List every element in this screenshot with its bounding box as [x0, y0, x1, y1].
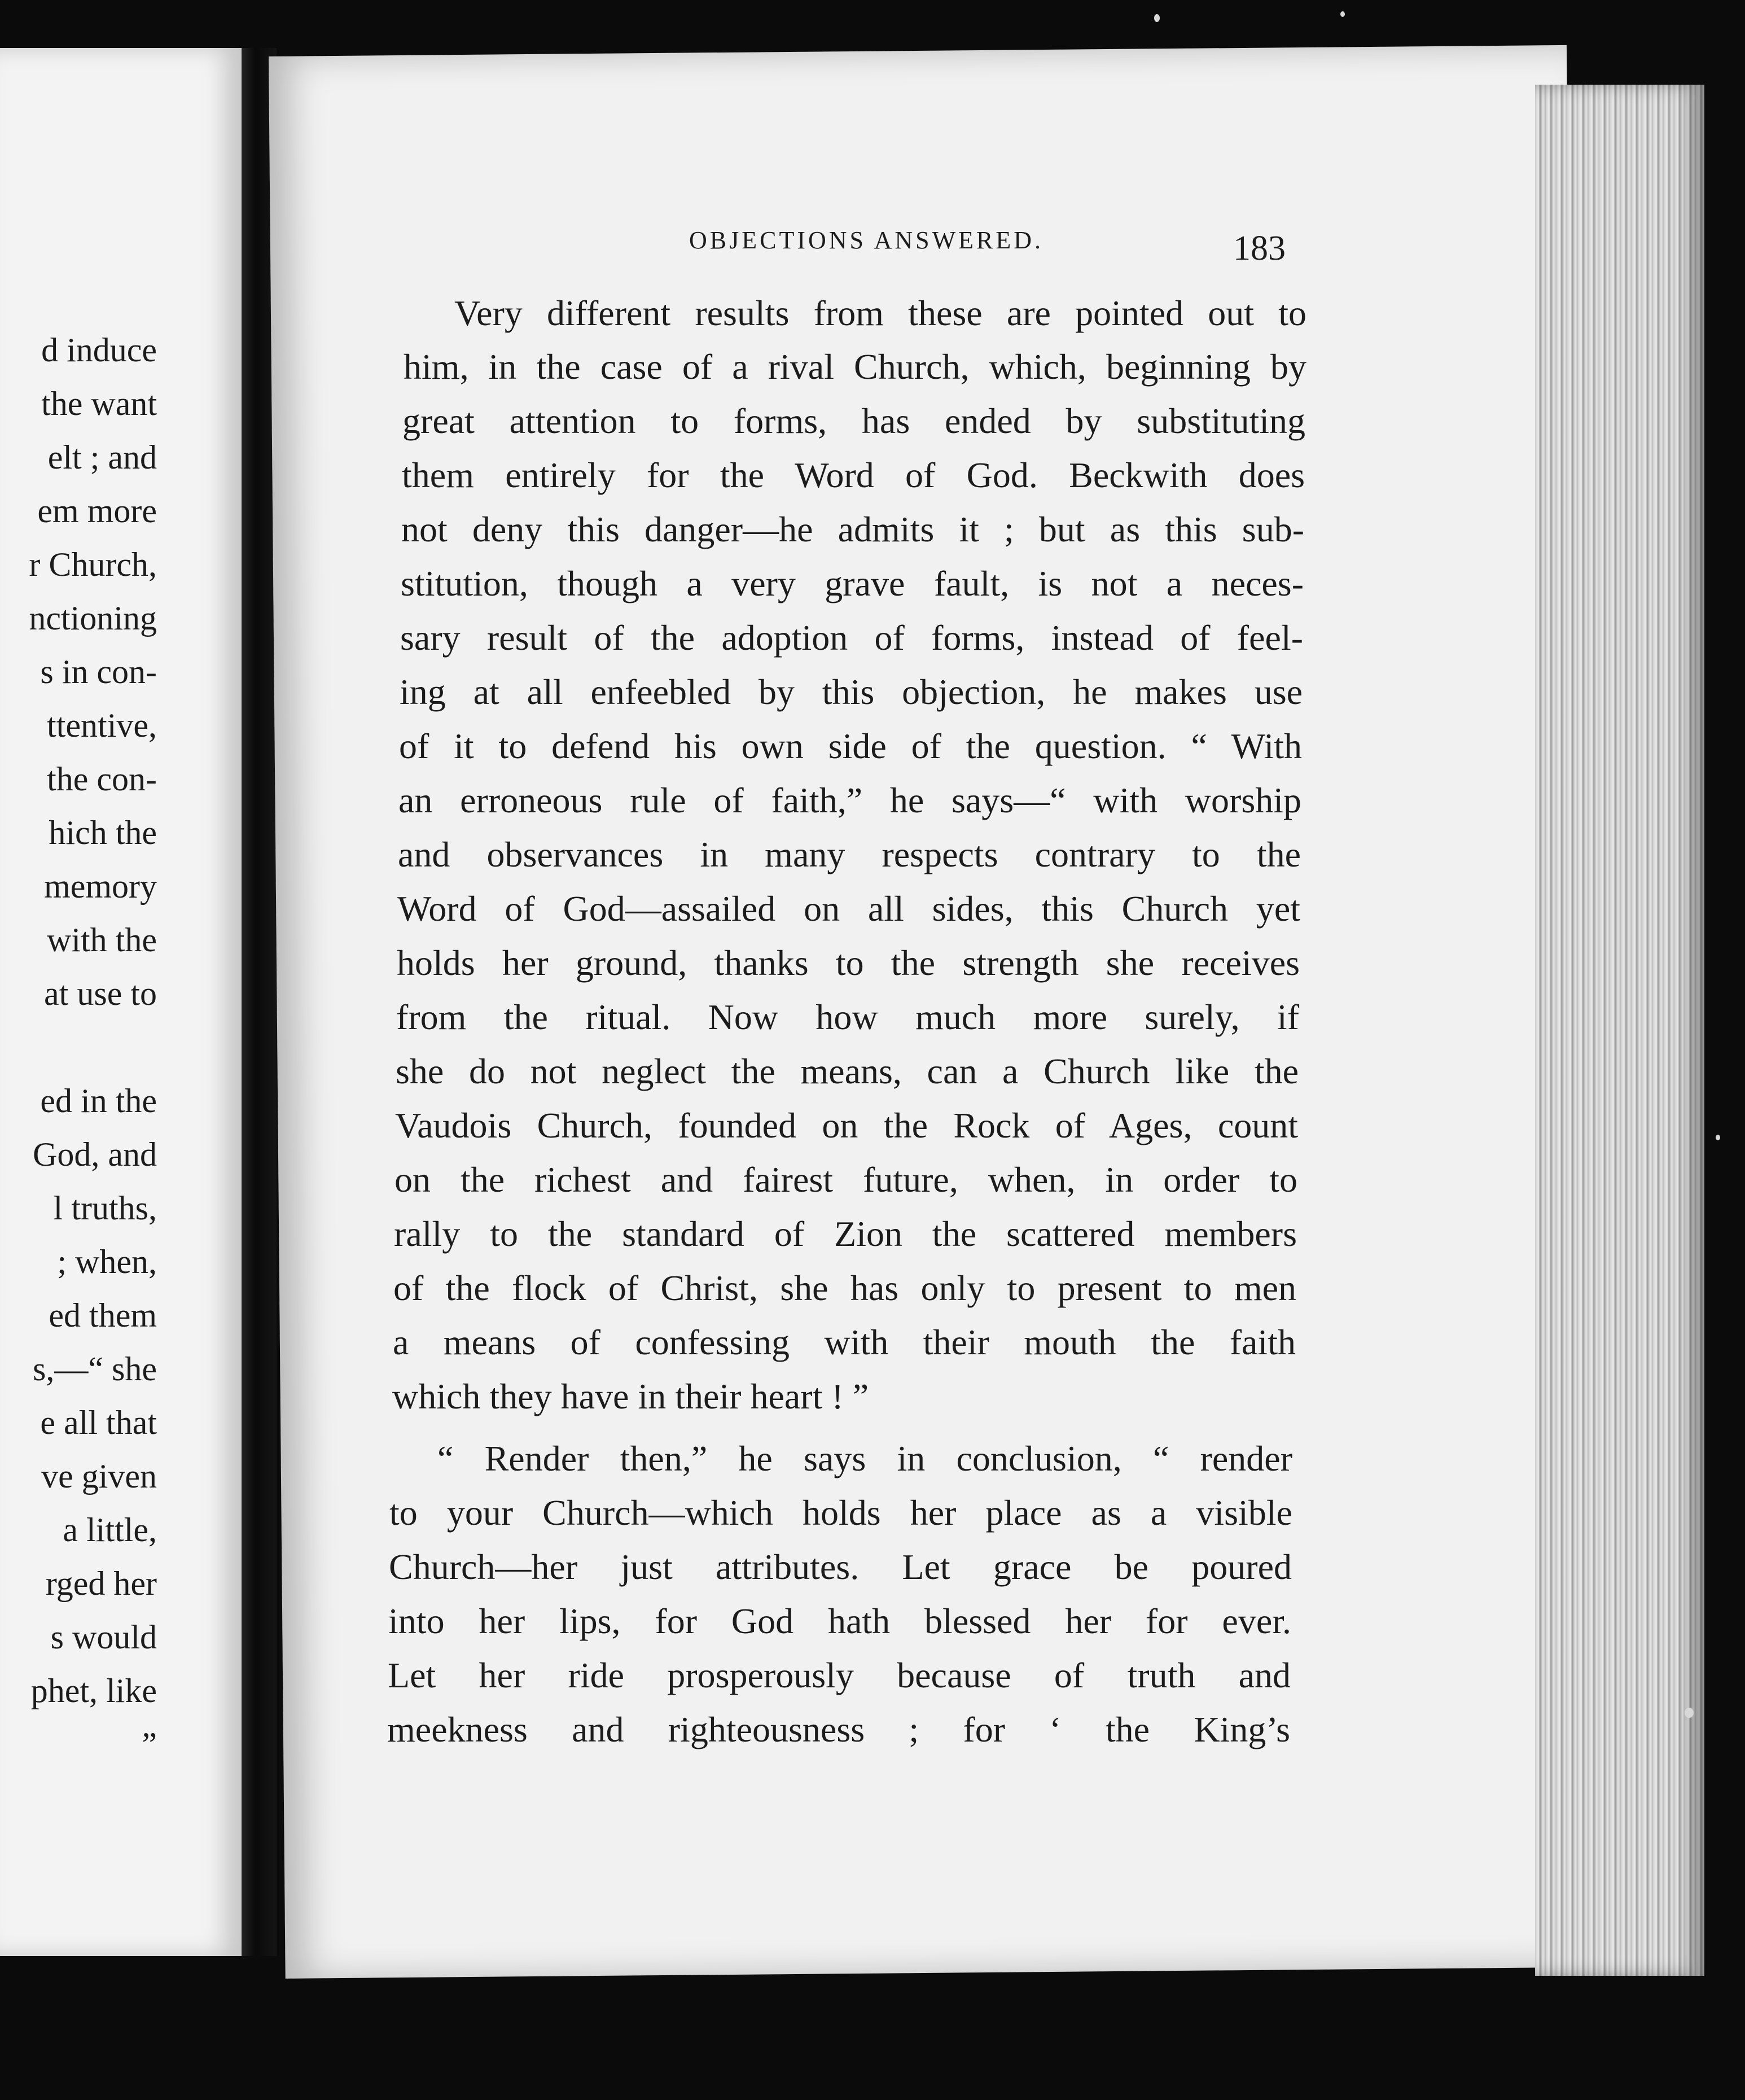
text-line: from the ritual. Now how much more surely, if — [396, 997, 1299, 1037]
text-line: Word of God—assailed on all sides, this Church yet — [397, 889, 1300, 929]
text-line: meekness and righteousness ; for ‘ the King’s — [387, 1709, 1290, 1749]
left-line: s,—“ she — [33, 1350, 157, 1388]
left-line: rged her — [45, 1565, 157, 1602]
left-line: l truths, — [53, 1189, 157, 1227]
text-line: to your Church—which holds her place as a visible — [389, 1493, 1292, 1533]
text-line: him, in the case of a rival Church, which, beginning by — [404, 347, 1306, 387]
left-line: hich the — [49, 814, 157, 851]
text-line: she do not neglect the means, can a Church like the — [396, 1051, 1299, 1091]
left-line: e all that — [40, 1404, 157, 1441]
text-line: “ Render then,” he says in conclusion, “ render — [437, 1438, 1292, 1478]
text-line: on the richest and fairest future, when, in order to — [394, 1160, 1297, 1200]
left-line: nctioning — [29, 600, 157, 637]
text-line: which they have in their heart ! ” — [392, 1376, 869, 1416]
text-line: and observances in many respects contrary to the — [398, 834, 1301, 874]
dust-speck — [1340, 11, 1345, 17]
left-line: r Church, — [29, 546, 157, 583]
left-line: s in con- — [40, 653, 157, 690]
left-line: s would — [50, 1618, 157, 1656]
left-line: the con- — [47, 760, 157, 798]
text-line: not deny this danger—he admits it ; but as this sub- — [401, 509, 1304, 549]
running-head: OBJECTIONS ANSWERED. — [689, 226, 1044, 254]
left-line: em more — [37, 492, 157, 530]
text-line: of the flock of Christ, she has only to present to men — [393, 1268, 1296, 1308]
left-line: ed in the — [40, 1082, 157, 1119]
dust-speck — [1716, 1135, 1720, 1140]
left-line: ; when, — [57, 1243, 157, 1280]
left-line: ve given — [41, 1458, 157, 1495]
left-line: memory — [44, 868, 157, 905]
left-line: ed them — [49, 1297, 157, 1334]
text-line: a means of confessing with their mouth the faith — [393, 1322, 1296, 1362]
dust-speck — [1154, 14, 1160, 22]
text-line: ing at all enfeebled by this objection, he makes use — [400, 672, 1303, 712]
dust-speck — [1685, 1708, 1694, 1718]
text-line: Church—her just attributes. Let grace be poured — [389, 1547, 1292, 1587]
text-line: stitution, though a very grave fault, is not a neces- — [401, 563, 1304, 603]
text-line: of it to defend his own side of the question. “ With — [399, 726, 1302, 766]
left-line: with the — [47, 921, 157, 959]
text-line: into her lips, for God hath blessed her for ever. — [388, 1601, 1291, 1641]
left-line: the want — [41, 385, 157, 422]
left-line: ” — [142, 1726, 157, 1763]
text-line: them entirely for the Word of God. Beckwith does — [402, 455, 1305, 495]
left-line: d induce — [41, 331, 157, 369]
left-line: elt ; and — [47, 439, 157, 476]
text-line: Vaudois Church, founded on the Rock of Ages, count — [395, 1105, 1298, 1145]
text-line: holds her ground, thanks to the strength she receives — [397, 943, 1300, 983]
left-line: at use to — [44, 975, 157, 1012]
text-line: an erroneous rule of faith,” he says—“ with worship — [398, 780, 1301, 820]
text-line: rally to the standard of Zion the scattered members — [394, 1214, 1297, 1254]
left-line: ttentive, — [47, 707, 157, 744]
left-line: phet, like — [30, 1672, 157, 1709]
page-number: 183 — [1233, 229, 1286, 268]
text-line: Very different results from these are pointed out to — [454, 293, 1306, 333]
text-line: Let her ride prosperously because of truth and — [388, 1655, 1291, 1695]
left-line: God, and — [33, 1136, 157, 1173]
text-line: sary result of the adoption of forms, instead of feel- — [400, 618, 1303, 658]
left-line: a little, — [63, 1511, 157, 1548]
text-line: great attention to forms, has ended by substituting — [402, 401, 1305, 441]
